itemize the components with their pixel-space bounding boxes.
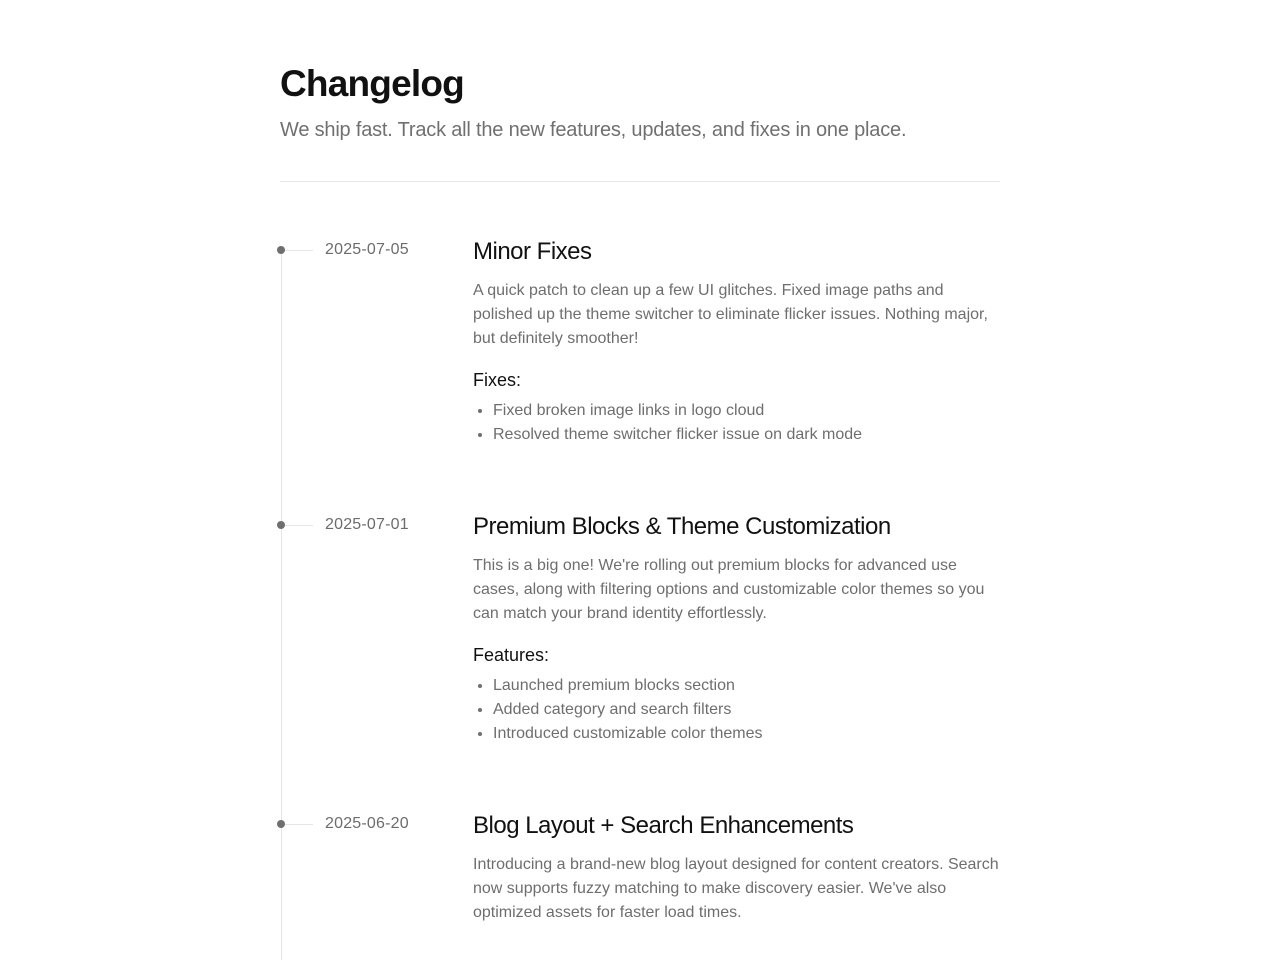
timeline-dot (277, 820, 285, 828)
changelog-entry (280, 513, 1000, 746)
page-subtitle: We ship fast. Track all the new features, updates, and fixes in one place. (280, 119, 907, 141)
entry-date: 2025-07-05 (325, 241, 409, 258)
entry-title: Minor Fixes (473, 238, 592, 265)
timeline-dot (277, 246, 285, 254)
entry-description: Introducing a brand-new blog layout designed for content creators. Search now supports fuzzy matching to make discovery easier. We've also optimized assets for faster load times. (473, 856, 999, 921)
changelog-entry (280, 812, 1000, 925)
list-item: • Fixed broken image links in logo cloud (493, 399, 1000, 423)
list-item: • Added category and search filters (493, 698, 1000, 722)
entry-list (473, 399, 1000, 447)
entry-date: 2025-06-20 (325, 815, 409, 832)
entry-list (473, 674, 1000, 746)
timeline-connector (285, 824, 313, 825)
entry-description: A quick patch to clean up a few UI glitches. Fixed image paths and polished up the theme switcher to eliminate flicker issues. Nothing major, but definitely smoother! (473, 282, 988, 347)
timeline-dot (277, 521, 285, 529)
entry-body (473, 812, 1000, 925)
list-item: • Introduced customizable color themes (493, 722, 1000, 746)
timeline-connector (285, 250, 313, 251)
page-title: Changelog (280, 63, 464, 104)
header-divider (280, 181, 1000, 182)
list-item: • Resolved theme switcher flicker issue on dark mode (493, 423, 1000, 447)
list-item: • Launched premium blocks section (493, 674, 1000, 698)
entry-body (473, 238, 1000, 447)
entry-title: Premium Blocks & Theme Customization (473, 513, 891, 540)
entry-date: 2025-07-01 (325, 516, 409, 533)
entry-title: Blog Layout + Search Enhancements (473, 812, 854, 839)
entry-section-label: Fixes: (473, 370, 522, 390)
timeline (280, 238, 1000, 925)
entry-body (473, 513, 1000, 746)
entry-description: This is a big one! We're rolling out premium blocks for advanced use cases, along with filtering options and customizable color themes so you can match your brand identity effortlessly. (473, 557, 985, 622)
changelog-page (280, 0, 1000, 925)
timeline-connector (285, 525, 313, 526)
changelog-entry (280, 238, 1000, 447)
entry-section-label: Features: (473, 645, 550, 665)
